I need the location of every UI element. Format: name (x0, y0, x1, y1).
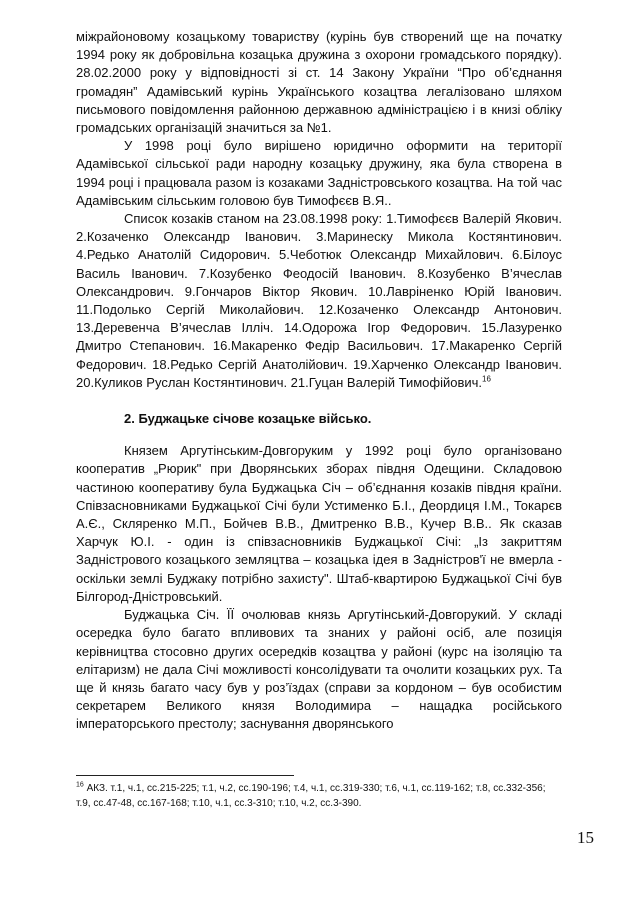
page-number: 15 (577, 828, 594, 847)
footnote-text: АКЗ. т.1, ч.1, сс.215-225; т.1, ч.2, сс.190-196; т.4, ч.1, сс.319-330; т.6, ч.1, сс.119-162; т.8, сс.332-356; т.9, сс.47-48, сс.167-168; т.10, ч.1, сс.3-310; т.10, ч.2, сс.3-390. (76, 783, 546, 809)
footnote-number: 16 (76, 781, 84, 789)
paragraph-kurin-history: міжрайоновому козацькому товариству (курінь був створений ще на початку 1994 року як добровільна козацька дружина з охорони громадського порядку). 28.02.2000 року у відповідності зі ст. 14 Закону України “Про об’єднання громадян” Адамівський курінь Українського козацтва легалізовано шляхом письмового повідомлення районною державною адміністрацією і в книзі обліку громадських організацій значиться за №1. (76, 29, 562, 136)
main-text (76, 28, 562, 734)
footnote-divider (76, 775, 294, 776)
paragraph-cossack-list (76, 210, 562, 392)
cossack-list-text: Список козаків станом на 23.08.1998 року: 1.Тимофєєв Валерій Якович. 2.Козаченко Олександр Іванович. 3.Маринеску Микола Костянтинович. 4.Редько Анатолій Сидорович. 5.Чеботюк Олександр Михайлович. 6.Білоус Василь Іванович. 7.Козубенко Феодосій Іванович. 8.Козубенко В’ячеслав Олександрович. 9.Гончаров Віктор Якович. 10.Лавріненко Юрій Іванович. 11.Подолько Сергій Миколайович. 12.Козаченко Олександр Антонович. 13.Деревенча В’ячеслав Ілліч. 14.Одорожа Ігор Федорович. 15.Лазуренко Дмитро Степанович. 16.Макаренко Федір Васильович. 17.Макаренко Сергій Федорович. 18.Редько Сергій Анатолійович. 19.Харченко Олександр Іванович. 20.Куликов Руслан Костянтинович. 21.Гуцан Валерій Тимофійович. (76, 211, 562, 390)
paragraph-budzhak-sich-founding: Князем Аргутінським-Довгоруким у 1992 році було організовано кооператив „Рюрик" при Дворянських зборах півдня Одещини. Складовою частиною кооперативу була Буджацька Січ – об’єднання козаків півдня країни. Співзасновниками Буджацької Січі були Устименко Б.І., Деордиця І.М., Токарєв А.Є., Скляренко М.П., Бойчев В.В., Дмитренко В.В., Кучер В.В.. Як сказав Харчук Ю.І. - один із співзасновників Буджацької Січі: „Із закриттям Задністрового козацького земляцтва – козацька ідея в Задністров'ї не вмерла - оскільки землі Буджаку потрібно захисту". Штаб-квартирою Буджацької Січі був Білгород-Дністровський. (76, 443, 562, 604)
paragraph-budzhak-sich-leadership: Буджацька Січ. ЇЇ очолював князь Аргутінський-Довгорукий. У складі осередка було багато впливових та знаних у районі осіб, але позиція керівництва стосовно других осередків козацтва у районі (курс на ізоляцію та елітаризм) не дала Січі можливості консолідувати та очолити козацьких рух. Та ще й князь багато часу був у роз’їздах (справи за кордоном – був особистим секретарем Великого князя Володимира – нащадка російського імператорського престолу; заснування дворянського (76, 607, 562, 732)
paragraph-1998-registration: У 1998 році було вирішено юридично оформити на території Адамівської сільської ради народну козацьку дружину, яка була створена в 1994 році і працювала разом із козаками Задністровського козацтва. На той час Адамівським сільським головою був Тимофєєв В.Я.. (76, 138, 562, 208)
section-heading: 2. Буджацьке січове козацьке військо. (124, 411, 372, 427)
footnote (76, 781, 562, 811)
footnote-reference: 16 (482, 374, 491, 384)
